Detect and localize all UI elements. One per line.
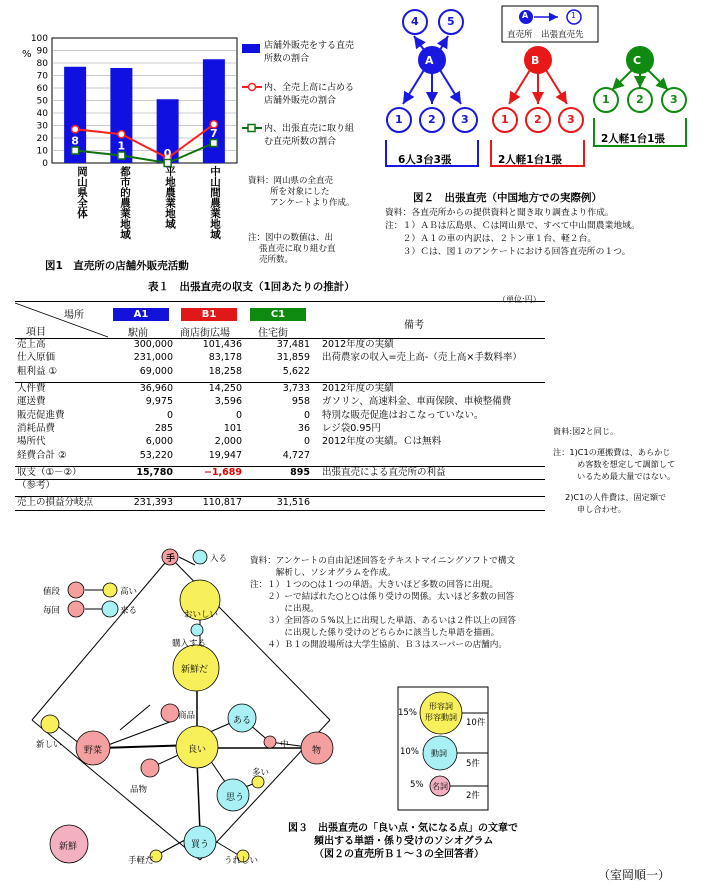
table-cell: 101 [223, 422, 242, 434]
table-cell: 18,258 [208, 365, 242, 377]
word-label: 思う [226, 793, 245, 803]
table-cell: 15,780 [115, 466, 183, 479]
table-cell: 83,178 [208, 352, 242, 364]
hdr-remarks: 備考 [404, 320, 424, 331]
word-label: 毎回 [43, 606, 61, 616]
table-cell: 37,481 [252, 339, 320, 352]
table-cell: 31,859 [276, 352, 310, 364]
node-b-label: B [531, 54, 540, 67]
note-line: ３）全回答の５%以上に出現した単語、あるいは２件以上の回答 [250, 616, 516, 626]
node-label: 1 [602, 93, 610, 106]
legend-count: 2件 [466, 791, 480, 801]
word-label: うれしい [224, 856, 259, 866]
word-node-naka [264, 736, 276, 748]
node-label: 1 [501, 113, 509, 126]
table-cell: 売上高 [15, 339, 115, 352]
table-cell: ガソリン、高速料金、車両保険、車検整備費 [322, 396, 512, 408]
table-cell: 31,516 [252, 497, 320, 510]
table-cell: 2012年度の実績。Ｃは無料 [322, 436, 442, 448]
legend-text: 形容動詞 [425, 713, 457, 722]
word-label: 手軽だ [128, 856, 154, 866]
node-label: 3 [567, 113, 575, 126]
data-label: 1 [117, 139, 126, 153]
note-line: ２）ーで結ばれた○と○は係り受けの関係。太いほど多数の回答 [250, 592, 515, 602]
legend-pct: 5% [410, 780, 424, 790]
category-label: 中山間農業地域 [209, 166, 221, 240]
table-cell: 36 [297, 422, 310, 434]
legend-verb-label: 動詞 [431, 749, 447, 758]
table-cell: 19,947 [208, 449, 242, 461]
data-label: 7 [210, 127, 218, 140]
source-line: アンケートより作成。 [270, 198, 355, 208]
legend-pct: 10% [400, 747, 419, 757]
table-cell: 出張直売による直売所の利益 [320, 466, 545, 479]
note-line: 注：１）ＡＢは広島県、Ｃは岡山県で、すべて中山間農業地域。 [385, 221, 640, 231]
table1-unit: （単位:円） [498, 295, 541, 304]
legend-a-label: A [522, 11, 529, 20]
fig3-notes [250, 555, 516, 651]
note-line: 2)C1の人件費は、固定額で [565, 492, 667, 502]
y-tick-label: 20 [36, 134, 48, 144]
table-cell: 53,220 [139, 449, 173, 461]
col-name: 駅前 [128, 328, 148, 339]
table-cell: 経費合計 ② [17, 449, 67, 461]
word-node-nedan [68, 582, 84, 598]
category-label: 平地農業地域 [164, 166, 176, 229]
col-name: 住宅街 [258, 328, 288, 339]
legend-noun-label: 名詞 [432, 782, 448, 791]
category-label: 都市的農業地域 [119, 166, 131, 240]
author: （室岡順一） [598, 868, 671, 882]
word-node-konyu [191, 624, 203, 636]
table-cell: レジ袋0.95円 [322, 422, 381, 434]
table-cell: 人件費 [15, 382, 115, 395]
note-line: 注：図中の数値は、出 [248, 233, 334, 243]
word-label: 買う [191, 840, 210, 850]
legend-pct: 15% [398, 708, 417, 718]
legend-item: 内、全売上高に占める店舗外販売の割合 [264, 83, 355, 106]
table-cell: 101,436 [183, 339, 252, 352]
data-label: 0 [163, 147, 172, 160]
caption-line: （図２の直売所Ｂ１～３の全回答者） [314, 849, 484, 860]
note-line: ２）Ａ１の車の内訳は、２トン車１台、軽２台。 [385, 234, 597, 244]
table-cell: 出荷農家の収入=売上高-（売上高×手数料率） [322, 352, 522, 364]
legend-text: 直売所 出張直売先 [507, 30, 584, 40]
word-label: 新鮮 [59, 842, 78, 852]
note-line: 資料：アンケートの自由記述回答をテキストマイニングソフトで構文 [250, 556, 516, 566]
table-cell: 895 [252, 466, 320, 479]
word-label: 来る [120, 606, 138, 616]
table-cell: 69,000 [139, 365, 173, 377]
table-cell: 0 [303, 409, 310, 421]
table-cell: 販売促進費 [17, 409, 65, 421]
y-tick-label: 0 [42, 159, 48, 169]
table-cell: 売上の損益分岐点 [15, 497, 115, 510]
word-node-atarashii [41, 715, 59, 733]
group-box-label: 2人軽1台1張 [601, 133, 665, 145]
word-label: 野菜 [84, 746, 103, 756]
y-tick-label: 90 [36, 46, 48, 57]
table-cell: 110,817 [183, 497, 252, 510]
table-cell: 9,975 [145, 396, 173, 408]
col-name: 商店街広場 [180, 328, 230, 339]
word-label: おいしい [184, 610, 219, 620]
note-line: め客数を想定して調節して [577, 459, 676, 469]
y-tick-label: 60 [36, 84, 48, 94]
table-cell: 2012年度の実績 [320, 339, 545, 352]
y-tick-label: 40 [36, 109, 48, 119]
word-label: 手 [166, 554, 176, 564]
word-node-kuru [102, 601, 118, 617]
col-code-c1: C1 [250, 308, 306, 321]
table-cell: 2012年度の実績 [320, 382, 545, 395]
caption-line: 図３ 出張直売の「良い点・気になる点」の文章で [288, 823, 518, 834]
table-cell: 0 [235, 409, 242, 421]
word-label: 新鮮だ [181, 665, 209, 675]
table-cell: 300,000 [115, 339, 183, 352]
table-cell: 6,000 [145, 436, 173, 448]
hdr-place: 場所 [64, 310, 84, 321]
node-a-label: A [425, 54, 434, 67]
y-tick-label: 80 [36, 59, 48, 69]
word-label: 高い [120, 587, 138, 597]
note-line: 注：1)C1の運搬費は、あらかじ [553, 447, 671, 457]
node-label: 2 [534, 113, 542, 126]
word-label: 品物 [130, 785, 148, 795]
category-label: 岡山県全体 [76, 166, 88, 219]
node-label: 5 [447, 15, 455, 28]
note-line: 資料：各直売所からの提供資料と聞き取り調査より作成。 [385, 208, 614, 218]
table-cell: 285 [154, 422, 173, 434]
y-unit: % [22, 49, 32, 60]
col-code-b1: B1 [181, 308, 237, 321]
word-node-maikai [68, 601, 84, 617]
table-cell: 粗利益 ① [17, 365, 58, 377]
table-cell: 運送費 [17, 396, 46, 408]
hdr-item: 項目 [26, 327, 46, 338]
legend-count: 5件 [466, 759, 480, 769]
table-cell: 14,250 [183, 382, 252, 395]
word-node-takai [103, 583, 117, 597]
table-cell: 958 [291, 396, 310, 408]
y-tick-label: 100 [30, 34, 48, 44]
y-tick-label: 50 [36, 96, 48, 107]
legend-item: 店舗外販売をする直売所数の割合 [264, 41, 355, 64]
node-label: 3 [670, 93, 678, 106]
group-box-label: 6人3台3張 [398, 154, 452, 166]
node-label: 4 [411, 15, 419, 28]
table-cell: 消耗品費 [17, 422, 56, 434]
table-cell: −1,689 [183, 466, 252, 479]
fig2-caption: 図２ 出張直売（中国地方での実際例） [413, 192, 602, 204]
legend-pos-label [425, 701, 457, 723]
word-label: 入る [210, 554, 228, 564]
source-line: 所を対象にした [270, 187, 330, 197]
word-node-hinmono [141, 759, 159, 777]
note-line: ３）Ｃは、図１のアンケートにおける回答直売所の１つ。 [385, 247, 631, 257]
table-cell: 0 [166, 409, 173, 421]
node-label: 1 [395, 113, 403, 126]
note-line: 張直売に取り組む直 [259, 244, 336, 254]
note-line: に出現。 [250, 604, 319, 614]
caption-line: 頻出する単語・係り受けのソシオグラム [314, 836, 494, 847]
col-code-a1: A1 [113, 308, 169, 321]
table-cell: 0 [303, 436, 310, 448]
group-box-label: 2人軽1台1張 [498, 154, 562, 166]
table-cell: 231,393 [115, 497, 183, 510]
legend-one-label: 1 [571, 11, 577, 20]
table-cell: 特別な販売促進はおこなっていない。 [322, 409, 484, 421]
node-label: 3 [461, 113, 469, 126]
word-label: 良い [188, 745, 207, 755]
y-tick-label: 10 [36, 146, 48, 157]
note-line: ４）Ｂ１の開設場所は大学生協前、Ｂ３はスーパーの店舗内。 [250, 640, 507, 650]
fig3-caption [288, 822, 518, 861]
y-tick-label: 30 [36, 121, 48, 132]
table1-caption: 表１ 出張直売の収支（1回あたりの推計） [148, 281, 355, 293]
word-label: 多い [252, 768, 270, 778]
note-line: に出現した係り受けのどちらかに該当した単語を描画。 [250, 628, 500, 638]
word-label: 新しい [36, 740, 62, 750]
legend-item: 内、出張直売に取り組む直売所数の割合 [264, 124, 355, 147]
word-node-shohin [161, 704, 179, 722]
word-node-hairu [193, 550, 207, 564]
table-cell: 36,960 [115, 382, 183, 395]
table-cell: （参考） [15, 479, 115, 492]
note-line: 資料:図2と同じ。 [553, 426, 619, 436]
table-cell: 2,000 [214, 436, 242, 448]
node-c-label: C [633, 54, 642, 67]
note-line: 申し合わせ。 [577, 504, 626, 514]
legend-text: 形容詞 [429, 702, 453, 711]
table-cell: 4,727 [282, 449, 310, 461]
table-cell: 収支（①－②） [15, 466, 115, 479]
note-line: いるため最大量ではない。 [577, 471, 676, 481]
table-cell: 3,596 [214, 396, 242, 408]
table-cell: 3,733 [252, 382, 320, 395]
table-cell: 231,000 [133, 352, 173, 364]
word-label: 中 [280, 740, 289, 750]
node-label: 2 [636, 93, 644, 106]
legend-count: 10件 [466, 718, 486, 728]
note-line: 注：１）１つの○は１つの単語。大きいほど多数の回答に出現。 [250, 580, 499, 590]
source-line: 資料：岡山県の全直売 [248, 176, 334, 186]
fig1-caption: 図1 直売所の店舗外販売活動 [45, 260, 189, 272]
y-tick-label: 70 [36, 71, 48, 82]
node-label: 2 [428, 113, 436, 126]
note-line: 解析し、ソシオグラムを作成。 [250, 568, 396, 578]
word-label: 購入する [172, 639, 207, 649]
word-label: 物 [312, 746, 322, 756]
note-line: 売所数。 [259, 255, 294, 265]
table-cell: 5,622 [282, 365, 310, 377]
word-label: 値段 [43, 587, 61, 597]
word-label: ある [233, 716, 252, 726]
data-label: 8 [71, 134, 79, 148]
table-cell: 仕入原価 [17, 352, 56, 364]
table-cell: 場所代 [17, 436, 46, 448]
word-label: 商品 [178, 711, 196, 721]
